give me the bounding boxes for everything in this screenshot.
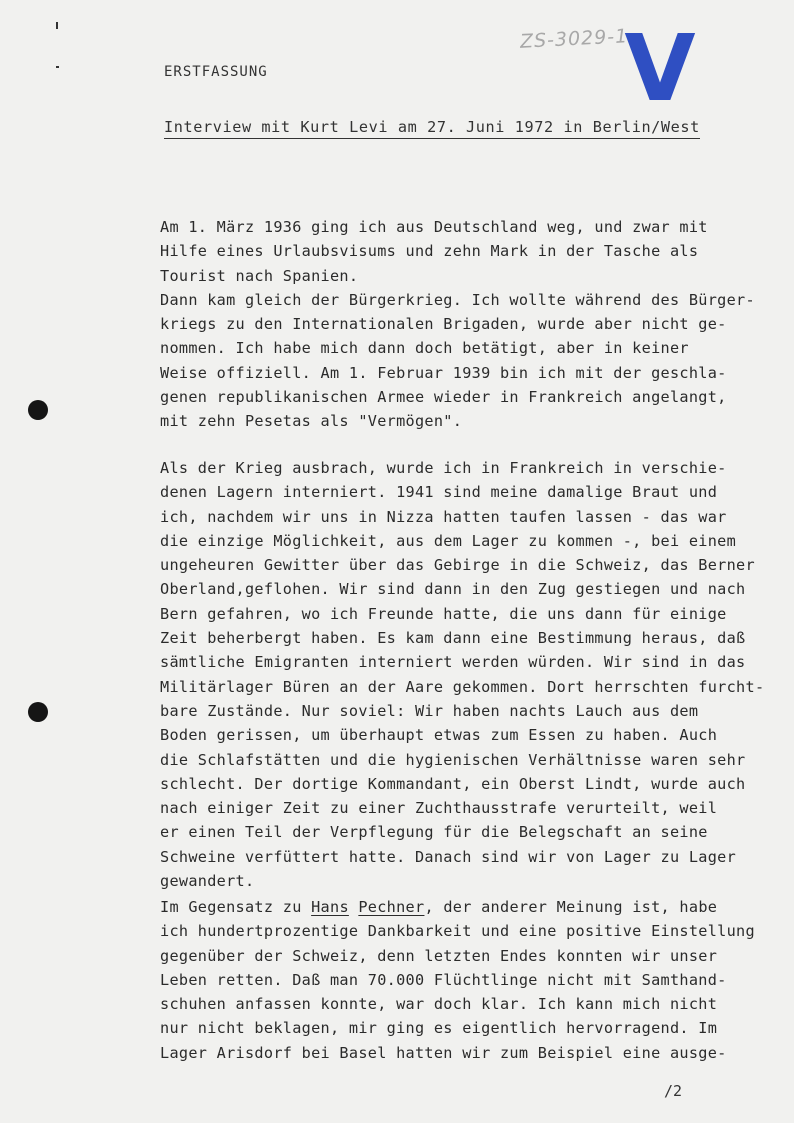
paragraph-1: [160, 215, 775, 434]
text-line: ungeheuren Gewitter über das Gebirge in die Schweiz, das Berner: [160, 556, 755, 575]
archive-number: ZS-3029-1: [519, 25, 629, 53]
header-label: ERSTFASSUNG: [164, 64, 268, 80]
text-line: er einen Teil der Verpflegung für die Belegschaft an seine: [160, 823, 708, 842]
paragraph-2: [160, 456, 775, 893]
page-title: Interview mit Kurt Levi am 27. Juni 1972 in Berlin/West: [164, 117, 700, 139]
text-line: bare Zustände. Nur soviel: Wir haben nachts Lauch aus dem: [160, 701, 699, 720]
stamp-letter: V: [624, 24, 696, 108]
text-fragment: Im Gegensatz zu: [160, 898, 312, 916]
text-line: nur nicht beklagen, mir ging es eigentlich hervorragend. Im: [160, 1019, 718, 1038]
text-line: gewandert.: [160, 872, 255, 891]
text-line: Hilfe eines Urlaubsvisums und zehn Mark in der Tasche als: [160, 242, 699, 261]
text-line: Militärlager Büren an der Aare gekommen. Dort herrschten furcht-: [160, 677, 765, 696]
text-line: [160, 895, 775, 919]
text-line: nommen. Ich habe mich dann doch betätigt, aber in keiner: [160, 339, 689, 358]
text-line: die Schlafstätten und die hygienischen Verhältnisse waren sehr: [160, 750, 746, 769]
text-line: schuhen anfassen konnte, war doch klar. Ich kann mich nicht: [160, 995, 718, 1014]
text-line: nach einiger Zeit zu einer Zuchthausstrafe verurteilt, weil: [160, 799, 718, 818]
text-line: sämtliche Emigranten interniert werden würden. Wir sind in das: [160, 653, 746, 672]
margin-tick-mark: [56, 22, 58, 29]
text-line: ich, nachdem wir uns in Nizza hatten taufen lassen - das war: [160, 507, 727, 526]
text-line: Zeit beherbergt haben. Es kam dann eine Bestimmung heraus, daß: [160, 629, 746, 648]
margin-tick-mark: [56, 66, 59, 68]
page-continuation-marker: /2: [664, 1082, 683, 1100]
text-line: genen republikanischen Armee wieder in Frankreich angelangt,: [160, 388, 727, 407]
text-line: Lager Arisdorf bei Basel hatten wir zum Beispiel eine ausge-: [160, 1043, 727, 1062]
text-line: ich hundertprozentige Dankbarkeit und eine positive Einstellung: [160, 922, 755, 941]
text-line: Weise offiziell. Am 1. Februar 1939 bin ich mit der geschla-: [160, 363, 727, 382]
text-line: Oberland,geflohen. Wir sind dann in den Zug gestiegen und nach: [160, 580, 746, 599]
text-line: Leben retten. Daß man 70.000 Flüchtlinge nicht mit Samthand-: [160, 970, 727, 989]
text-line: Am 1. März 1936 ging ich aus Deutschland weg, und zwar mit: [160, 218, 708, 236]
text-fragment: , der anderer Meinung ist, habe: [424, 898, 718, 916]
person-name-underlined: Pechner: [358, 898, 425, 916]
punch-hole-bottom: [28, 702, 48, 722]
text-line: Schweine verfüttert hatte. Danach sind wir von Lager zu Lager: [160, 847, 737, 866]
text-line: Tourist nach Spanien.: [160, 266, 359, 285]
person-name-underlined: Hans: [311, 898, 349, 916]
text-line: kriegs zu den Internationalen Brigaden, wurde aber nicht ge-: [160, 315, 727, 334]
punch-hole-top: [28, 400, 48, 420]
text-line: gegenüber der Schweiz, denn letzten Endes konnten wir unser: [160, 946, 718, 965]
text-line: die einzige Möglichkeit, aus dem Lager zu kommen -, bei einem: [160, 531, 737, 550]
text-line: mit zehn Pesetas als "Vermögen".: [160, 412, 463, 431]
text-line: denen Lagern interniert. 1941 sind meine damalige Braut und: [160, 483, 718, 502]
text-line: schlecht. Der dortige Kommandant, ein Oberst Lindt, wurde auch: [160, 774, 746, 793]
paragraph-3: [160, 895, 775, 1065]
text-line: Als der Krieg ausbrach, wurde ich in Frankreich in verschie-: [160, 459, 727, 477]
stamp-v-mark: [620, 24, 700, 108]
text-line: Dann kam gleich der Bürgerkrieg. Ich wollte während des Bürger-: [160, 290, 755, 309]
text-line: Bern gefahren, wo ich Freunde hatte, die uns dann für einige: [160, 604, 727, 623]
text-line: Boden gerissen, um überhaupt etwas zum Essen zu haben. Auch: [160, 726, 718, 745]
